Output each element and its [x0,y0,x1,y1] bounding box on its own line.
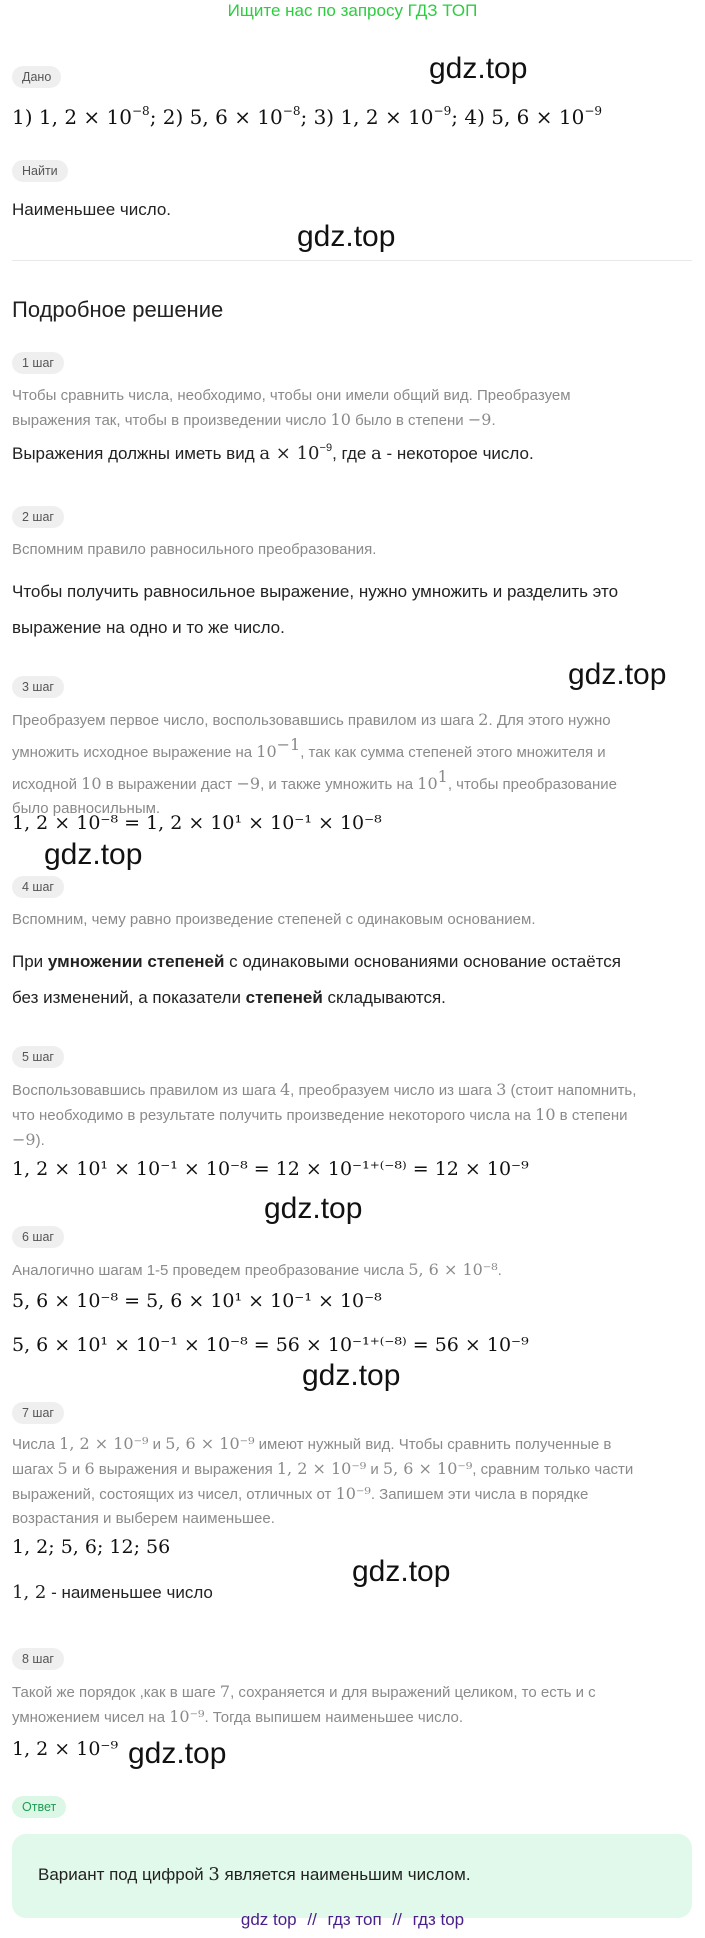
step-badge: 4 шаг [12,876,64,898]
find-badge: Найти [12,160,68,182]
watermark: gdz.top [302,1359,401,1392]
step-hint: Числа 1, 2 × 10⁻⁹ и 5, 6 × 10⁻⁹ имеют нужный вид. Чтобы сравнить полученные в шагах 5 и 6 выражения и выражения 1, 2 × 10⁻⁹ и 5, 6 × 10⁻⁹, сравним только части выражений, состоящих из чисел, отличных от 10⁻⁹. Запишем эти числа в порядке возрастания и выберем наименьшее. [12,1434,634,1527]
footer-separator: // [307,1910,317,1929]
watermark: gdz.top [429,52,528,85]
step-hint: Аналогично шагам 1-5 проведем преобразование числа 5, 6 × 10⁻⁸. [12,1260,502,1279]
step-badge: 2 шаг [12,506,64,528]
footer-separator: // [392,1910,402,1929]
step-hint: Вспомним правило равносильного преобразования. [12,541,377,558]
formula: 1, 2 × 10⁻⁹ [12,1738,119,1760]
formula: 5, 6 × 10¹ × 10⁻¹ × 10⁻⁸ = 56 × 10⁻¹⁺⁽⁻⁸⁾ = 56 × 10⁻⁹ [12,1334,529,1356]
search-hint-link[interactable]: Ищите нас по запросу ГДЗ ТОП [227,1,478,20]
step-badge: 1 шаг [12,352,64,374]
divider [12,260,692,261]
answer-badge: Ответ [12,1796,66,1818]
step-text: Чтобы получить равносильное выражение, нужно умножить и разделить это выражение на одно и то же число. [12,582,619,637]
footer-link[interactable]: гдз топ [327,1910,382,1929]
step-text: Выражения должны иметь вид $a \times 10^{-9}$, где a - некоторое число. [12,442,534,464]
step-hint: Чтобы сравнить числа, необходимо, чтобы они имели общий вид. Преобразуем выражения так, чтобы в произведении число 10 было в степени −9. [12,387,571,429]
given-badge: Дано [12,66,61,88]
step-hint: Вспомним, чему равно произведение степеней с одинаковым основанием. [12,911,536,928]
step-result: 1, 2 - наименьшее число [12,1582,213,1603]
watermark: gdz.top [568,658,667,691]
step-hint: Преобразуем первое число, воспользовавшись правилом из шага 2. Для этого нужно умножить исходное выражение на $10^{-1}$, так как сумма степеней этого множителя и исходной 10 в выражении даст −9, и также умножить на $10^1$, чтобы преобразование было равносильным. [12,710,618,817]
step-hint: Воспользовавшись правилом из шага 4, преобразуем число из шага 3 (стоит напомнить, что необходимо в результате получить произведение некоторого числа на 10 в степени −9). [12,1080,637,1149]
formula: 1, 2 × 10¹ × 10⁻¹ × 10⁻⁸ = 12 × 10⁻¹⁺⁽⁻⁸⁾ = 12 × 10⁻⁹ [12,1158,529,1180]
step-badge: 3 шаг [12,676,64,698]
find-text: Наименьшее число. [12,200,172,219]
formula: 5, 6 × 10⁻⁸ = 5, 6 × 10¹ × 10⁻¹ × 10⁻⁸ [12,1290,382,1312]
step-hint: Такой же порядок ,как в шаге 7, сохраняется и для выражений целиком, то есть и с умножением чисел на 10⁻⁹. Тогда выпишем наименьшее число. [12,1682,596,1726]
formula: 1, 2; 5, 6; 12; 56 [12,1536,171,1558]
solution-title: Подробное решение [12,297,224,322]
step-badge: 8 шаг [12,1648,64,1670]
watermark: gdz.top [44,838,143,871]
watermark: gdz.top [264,1192,363,1225]
watermark: gdz.top [352,1555,451,1588]
watermark: gdz.top [297,220,396,253]
step-badge: 6 шаг [12,1226,64,1248]
step-badge: 7 шаг [12,1402,64,1424]
step-badge: 5 шаг [12,1046,64,1068]
formula: 1, 2 × 10⁻⁸ = 1, 2 × 10¹ × 10⁻¹ × 10⁻⁸ [12,812,382,834]
footer-link[interactable]: гдз top [412,1910,465,1929]
footer-link[interactable]: gdz top [240,1910,297,1929]
answer-text: Вариант под цифрой 3 является наименьшим числом. [38,1864,471,1885]
footer-links [0,1910,705,1930]
given-expression: 1) 1, $2 \times 10^{-8}$; 2) 5, $6 \times 10^{-8}$; 3) 1, $2 \times 10^{-9}$; 4) 5, $6 \times 10^{-9}$ [12,104,603,129]
watermark: gdz.top [128,1737,227,1770]
step-text: При умножении степеней с одинаковыми основаниями основание остаётся без изменений, а показатели степеней складываются. [12,952,621,1007]
